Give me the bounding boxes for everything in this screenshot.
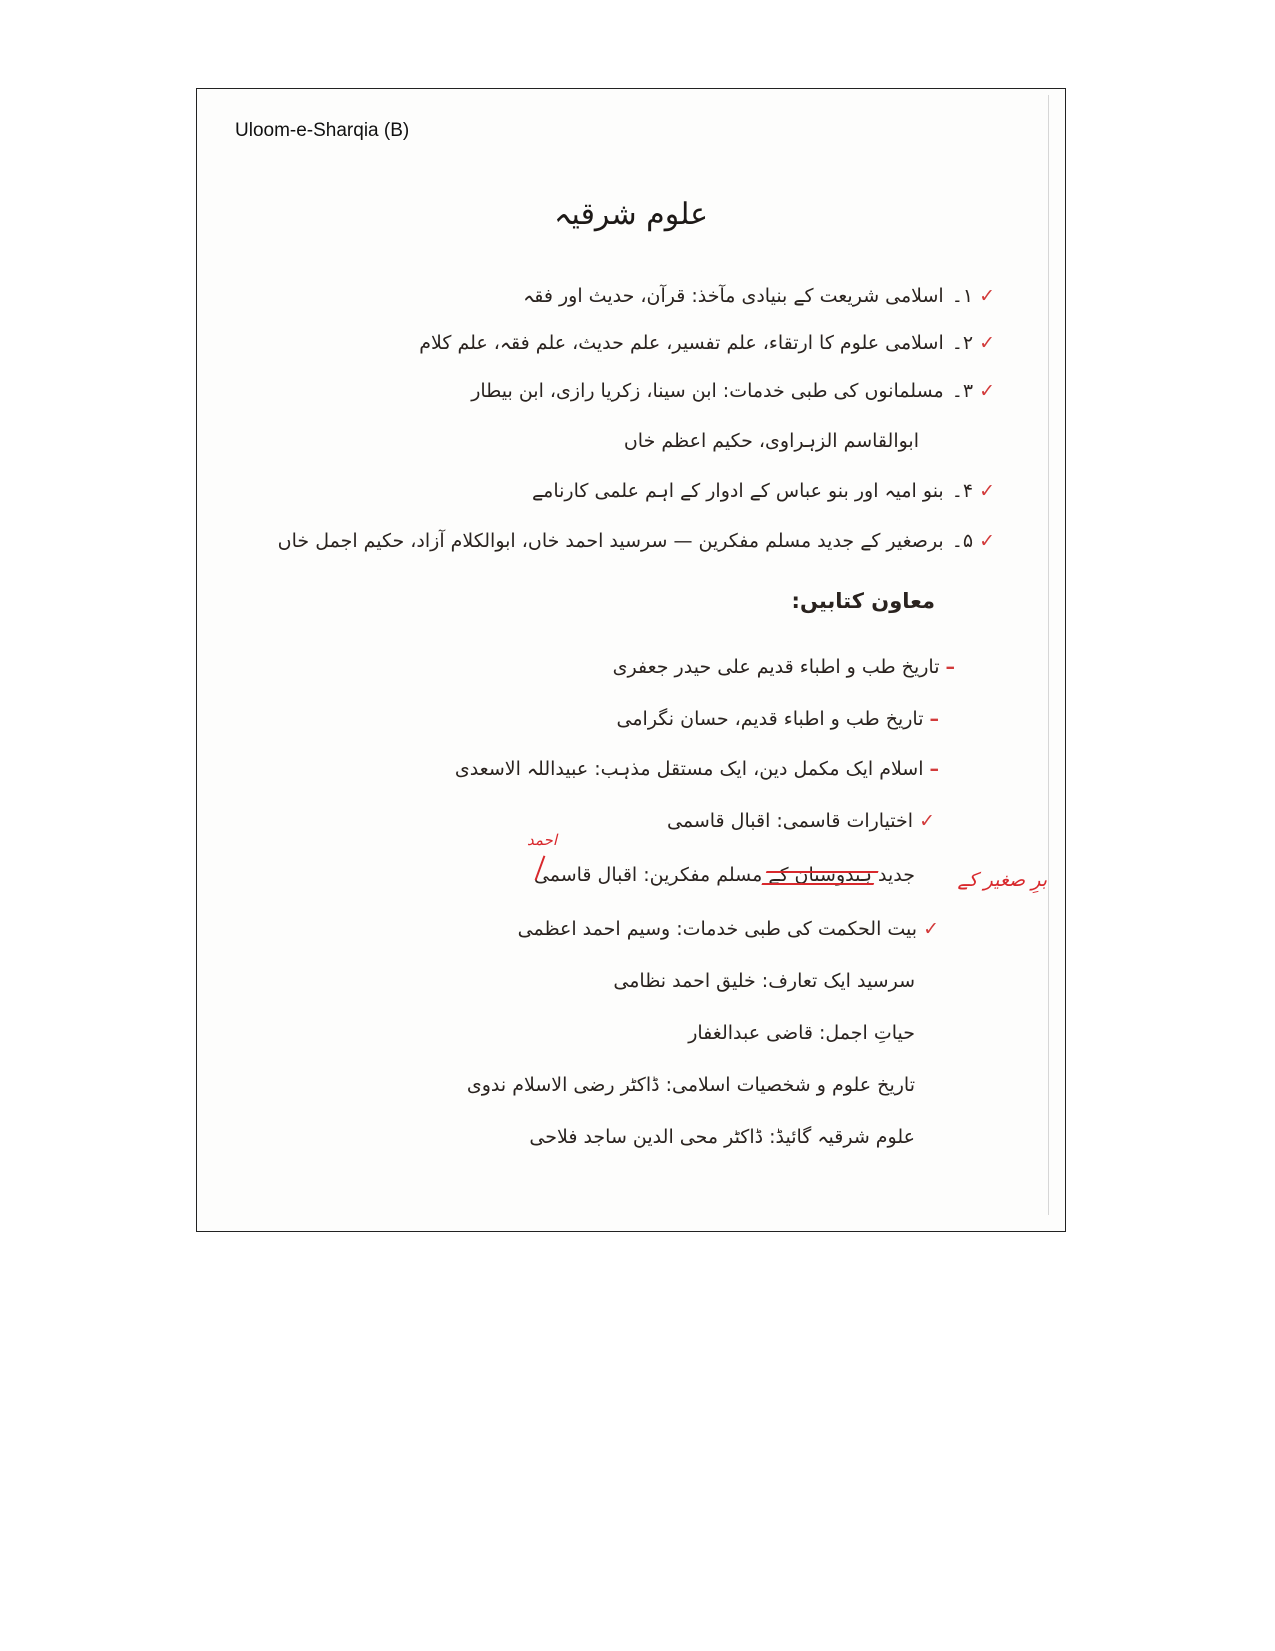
syllabus-item-3 [471,379,995,403]
check-mark-icon: ✓ [979,332,995,354]
reference-text: سرسید ایک تعارف: خلیق احمد نظامی [613,970,915,992]
reference-text: تاریخ علوم و شخصیات اسلامی: ڈاکٹر رضی الاسلام ندوی [466,1074,915,1096]
reference-item [518,917,939,941]
check-mark-icon: ✓ [979,285,995,307]
item-text: بنو امیہ اور بنو عباس کے ادوار کے اہم علمی کارنامے [532,480,944,502]
reference-item [688,1021,915,1045]
item-text: ابوالقاسم الزہراوی، حکیم اعظم خاں [623,430,919,452]
page-header-label: Uloom-e-Sharqia (B) [235,120,410,141]
item-text: برصغیر کے جدید مسلم مفکرین — سرسید احمد خاں، ابوالکلام آزاد، حکیم اجمل خاں [277,530,944,552]
reference-text: تاریخ طب و اطباء قدیم علی حیدر جعفری [612,656,940,678]
reference-text: علوم شرقیہ گائیڈ: ڈاکٹر محی الدین ساجد فلاحی [529,1126,915,1148]
reference-text-start: جدید [878,864,915,886]
references-heading: معاون کتابیں: [791,589,935,613]
reference-item [467,1073,915,1097]
reference-item [617,707,939,731]
syllabus-item-3-continued [624,429,919,453]
reference-text: حیاتِ اجمل: قاضی عبدالغفار [688,1022,915,1044]
reference-item [613,969,915,993]
reference-item [455,757,939,781]
item-text: مسلمانوں کی طبی خدمات: ابن سینا، زکریا رازی، ابن بیطار [471,380,944,402]
syllabus-item-1 [523,284,995,308]
right-margin-rule [1048,95,1049,1215]
item-number: ۳۔ [951,380,974,402]
check-mark-icon: ✓ [919,810,935,832]
item-text: اسلامی علوم کا ارتقاء، علم تفسیر، علم حدیث، علم فقہ، علم کلام [419,332,944,354]
dash-mark-icon: – [945,656,955,678]
reference-item [667,809,935,833]
page-title: علوم شرقیہ [553,197,709,232]
struck-out-text: ہندوستان کے [768,863,872,887]
syllabus-item-4 [532,479,995,503]
reference-text: اختیارات قاسمی: اقبال قاسمی [667,810,914,832]
dash-mark-icon: – [929,708,939,730]
reference-text-end: مسلم مفکرین: اقبال قاسمی [533,864,763,886]
reference-text: اسلام ایک مکمل دین، ایک مستقل مذہب: عبیداللہ الاسعدی [454,758,924,780]
reference-text: بیت الحکمت کی طبی خدمات: وسیم احمد اعظمی [517,918,918,940]
reference-text: تاریخ طب و اطباء قدیم، حسان نگرامی [616,708,924,730]
syllabus-item-5 [278,529,995,553]
check-mark-icon: ✓ [979,380,995,402]
handwritten-insertion: احمد [527,831,557,849]
check-mark-icon: ✓ [923,918,939,940]
check-mark-icon: ✓ [979,480,995,502]
reference-item [613,655,955,679]
corrected-reference-line [534,863,915,887]
item-text: اسلامی شریعت کے بنیادی مآخذ: قرآن، حدیث اور فقہ [523,285,944,307]
syllabus-item-2 [419,331,995,355]
item-number: ۴۔ [951,480,974,502]
item-number: ۲۔ [951,332,974,354]
dash-mark-icon: – [929,758,939,780]
strike-through-mark [762,871,879,885]
reference-item [529,1125,915,1149]
scanned-syllabus-page [196,88,1066,1232]
item-number: ۱۔ [951,285,974,307]
check-mark-icon: ✓ [979,530,995,552]
handwritten-margin-note: برِ صغیر کے [957,869,1047,891]
item-number: ۵۔ [951,530,974,552]
